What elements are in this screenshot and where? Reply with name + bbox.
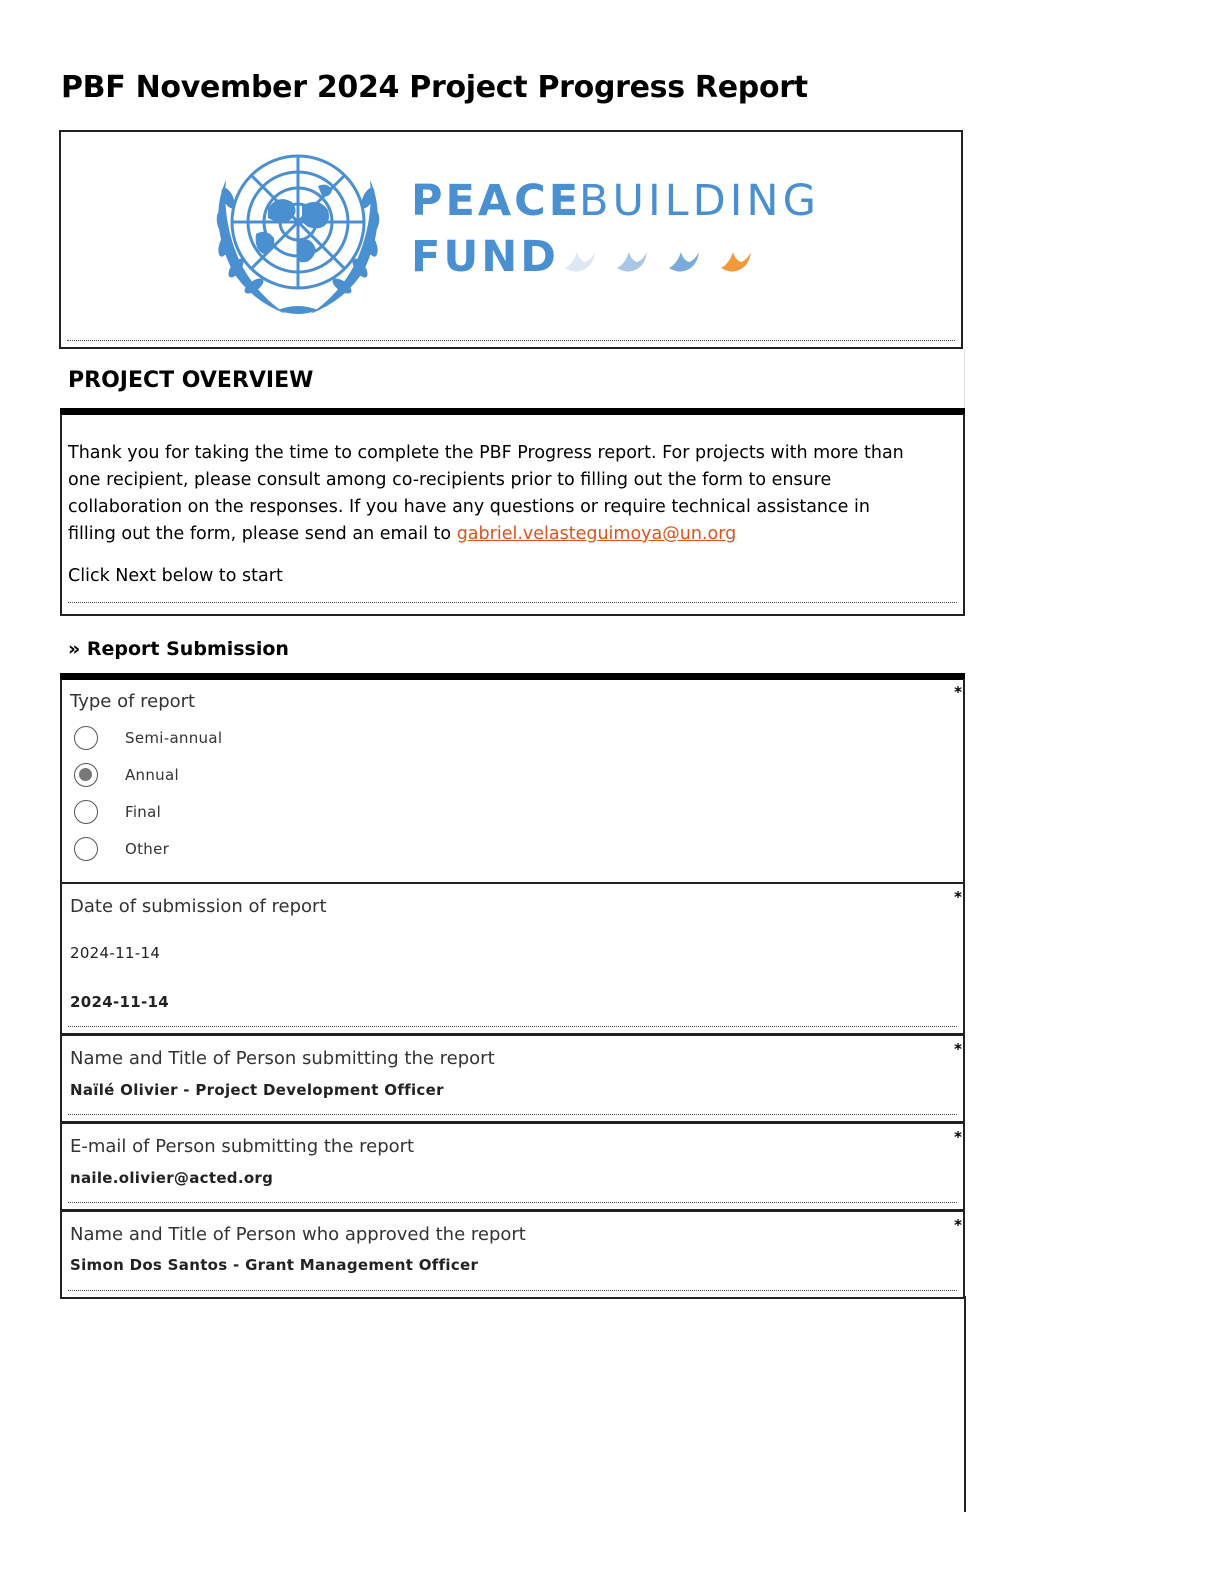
logo-banner xyxy=(59,130,963,349)
page-title: PBF November 2024 Project Progress Report xyxy=(61,70,808,105)
start-instruction: Click Next below to start xyxy=(68,566,283,586)
question-label: Name and Title of Person submitting the report xyxy=(70,1048,495,1069)
un-emblem-icon xyxy=(198,150,398,322)
logo-word-fund: FUND xyxy=(411,232,559,282)
question-approver-name xyxy=(60,1210,965,1299)
overview-intro xyxy=(68,440,918,548)
divider xyxy=(68,1202,957,1203)
required-marker: * xyxy=(954,1040,962,1058)
radio-option-final[interactable] xyxy=(74,799,161,825)
submitter-name-answer[interactable]: Naïlé Olivier - Project Development Officer xyxy=(70,1081,444,1099)
doves-icon xyxy=(561,238,761,278)
logo-word-peace: PEACE xyxy=(411,176,582,226)
overview-intro-text: Thank you for taking the time to complete the PBF Progress report. For projects with more than one recipient, please consult among co-recipients prior to filling out the form to ensure collaboration on the responses. If you have any questions or require technical assistance in filling out the form, please send an email to xyxy=(68,443,904,544)
logo-word-building: BUILDING xyxy=(579,176,820,226)
radio-option-semi-annual[interactable] xyxy=(74,725,222,751)
question-submitter-email xyxy=(60,1122,965,1211)
page-edge-rule xyxy=(964,1296,966,1512)
required-marker: * xyxy=(954,888,962,906)
radio-option-other[interactable] xyxy=(74,836,169,862)
contact-email-link[interactable]: gabriel.velasteguimoya@un.org xyxy=(456,524,737,544)
radio-button[interactable] xyxy=(74,726,98,750)
radio-button[interactable] xyxy=(74,800,98,824)
divider xyxy=(68,602,957,603)
radio-label: Other xyxy=(125,840,170,858)
required-marker: * xyxy=(954,1216,962,1234)
question-label: Date of submission of report xyxy=(70,896,327,917)
section-title-report-submission: » Report Submission xyxy=(68,638,289,660)
question-label: Name and Title of Person who approved the report xyxy=(70,1224,526,1245)
date-field-value[interactable]: 2024-11-14 xyxy=(70,944,161,962)
question-type-of-report xyxy=(60,679,965,884)
question-label: E-mail of Person submitting the report xyxy=(70,1136,415,1157)
radio-label: Final xyxy=(125,803,162,821)
divider xyxy=(68,1114,957,1115)
required-marker: * xyxy=(954,683,962,701)
radio-label: Semi-annual xyxy=(125,729,223,747)
divider xyxy=(68,1290,957,1291)
divider xyxy=(67,340,955,341)
radio-label: Annual xyxy=(125,766,179,784)
radio-button-selected[interactable] xyxy=(74,763,98,787)
question-date-of-submission xyxy=(60,882,965,1035)
approver-name-answer[interactable]: Simon Dos Santos - Grant Management Officer xyxy=(70,1256,479,1274)
date-answer: 2024-11-14 xyxy=(70,993,169,1011)
question-label: Type of report xyxy=(70,691,196,712)
divider xyxy=(68,1026,957,1027)
radio-button[interactable] xyxy=(74,837,98,861)
required-marker: * xyxy=(954,1128,962,1146)
radio-option-annual[interactable] xyxy=(74,762,179,788)
submitter-email-answer[interactable]: naile.olivier@acted.org xyxy=(70,1169,274,1187)
section-title-overview: PROJECT OVERVIEW xyxy=(68,368,314,393)
question-submitter-name xyxy=(60,1034,965,1123)
